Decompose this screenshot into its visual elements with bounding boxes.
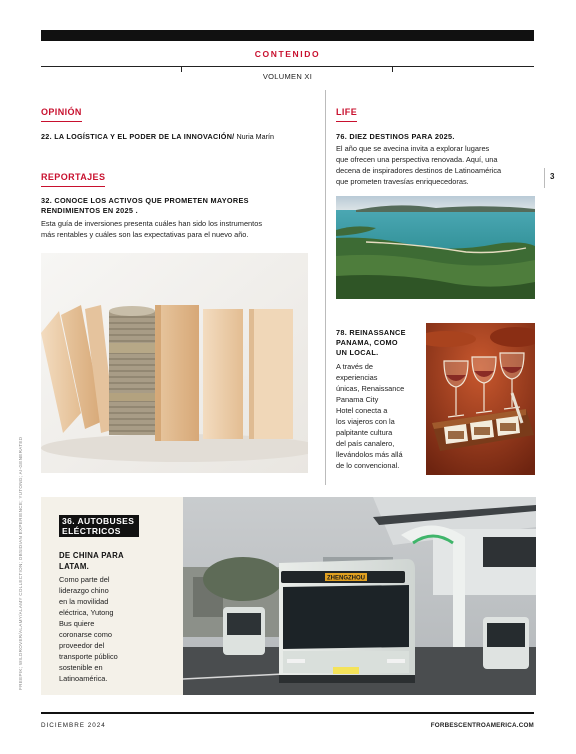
opinion-entry-author: Nuria Marín <box>234 132 275 141</box>
renaissance-title-2[interactable]: PANAMA, COMO <box>336 338 398 347</box>
renaissance-text-7: palpitante cultura <box>336 428 393 437</box>
section-opinion: OPINIÓN <box>41 107 82 117</box>
renaissance-text-5: Hotel conecta a <box>336 406 388 415</box>
life-text-3: decena de inspiradores destinos de Latinoamérica <box>336 166 502 175</box>
bus-text-7: proveedor del <box>59 641 105 650</box>
bus-text-8: transporte público <box>59 652 118 661</box>
column-divider <box>325 90 326 485</box>
renaissance-text-6: los viajeros con la <box>336 417 395 426</box>
bus-text-3: en la movilidad <box>59 597 109 606</box>
opinion-entry[interactable] <box>41 132 274 142</box>
renaissance-text-1: A través de <box>336 362 373 371</box>
reportajes-text-2: más rentables y cuáles son las expectativas para el nuevo año. <box>41 230 249 239</box>
renaissance-title-3[interactable]: UN LOCAL. <box>336 348 379 357</box>
page-number-rule <box>544 168 545 188</box>
life-text-4: que prometen travesías enriquecedoras. <box>336 177 469 186</box>
footer-site-link[interactable]: FORBESCENTROAMERICA.COM <box>430 722 534 729</box>
header-rule <box>41 66 534 67</box>
reportajes-title-1[interactable]: 32. CONOCE LOS ACTIVOS QUE PROMETEN MAYORES <box>41 196 249 205</box>
coastline-image <box>336 196 535 299</box>
page-number: 3 <box>550 172 555 181</box>
bus-destination-sign: ZHENGZHOU <box>327 575 365 582</box>
page-title: CONTENIDO <box>254 49 321 59</box>
bus-text-4: eléctrica, Yutong <box>59 608 114 617</box>
section-reportajes: REPORTAJES <box>41 172 106 182</box>
bus-text-5: Bus quiere <box>59 619 95 628</box>
bus-text-1: Como parte del <box>59 575 110 584</box>
bus-label-line-1: 36. AUTOBUSES <box>62 516 135 526</box>
photo-credit: FREEPIK; WILDROVER/ALAMY/ALAMY COLLECTION; OBSIDIAN EXPERIENCE; YUTONG; AI-GENERATED <box>18 436 23 690</box>
wine-tasting-image <box>426 323 535 475</box>
bus-text-2: liderazgo chino <box>59 586 109 595</box>
coins-dominoes-image <box>41 253 308 473</box>
renaissance-text-2: experiencias <box>336 373 378 382</box>
renaissance-text-8: del país canalero, <box>336 439 395 448</box>
renaissance-text-4: Panama City <box>336 395 379 404</box>
opinion-entry-title: 22. LA LOGÍSTICA Y EL PODER DE LA INNOVACIÓN/ <box>41 132 235 141</box>
reportajes-title-2[interactable]: RENDIMIENTOS EN 2025 . <box>41 206 138 215</box>
bus-text-10: Latinoamérica. <box>59 674 108 683</box>
volume-label: VOLUMEN XI <box>262 72 313 81</box>
renaissance-title-1[interactable]: 78. REINASSANCE <box>336 328 406 337</box>
renaissance-text-10: de lo convencional. <box>336 461 400 470</box>
life-text-1: El año que se avecina invita a explorar lugares <box>336 144 490 153</box>
bus-title-2[interactable]: LATAM. <box>59 562 90 571</box>
renaissance-text-3: únicas, Renaissance <box>336 384 405 393</box>
electric-bus-image <box>183 497 536 695</box>
reportajes-text-1: Esta guía de inversiones presenta cuáles han sido los instrumentos <box>41 219 263 228</box>
bus-text-9: sostenible en <box>59 663 103 672</box>
bus-section-label[interactable] <box>59 515 139 537</box>
footer-date: DICIEMBRE 2024 <box>41 722 106 729</box>
bus-text-6: coronarse como <box>59 630 112 639</box>
bus-label-line-2: ELÉCTRICOS <box>62 526 121 536</box>
footer-rule <box>41 712 534 714</box>
section-life: LIFE <box>336 107 358 117</box>
renaissance-text-9: llevándolos más allá <box>336 450 403 459</box>
bus-title-1[interactable]: DE CHINA PARA <box>59 551 124 560</box>
top-bar <box>41 30 534 41</box>
life-title[interactable]: 76. DIEZ DESTINOS PARA 2025. <box>336 132 455 141</box>
life-text-2: que ofrecen una perspectiva renovada. Aquí, una <box>336 155 498 164</box>
